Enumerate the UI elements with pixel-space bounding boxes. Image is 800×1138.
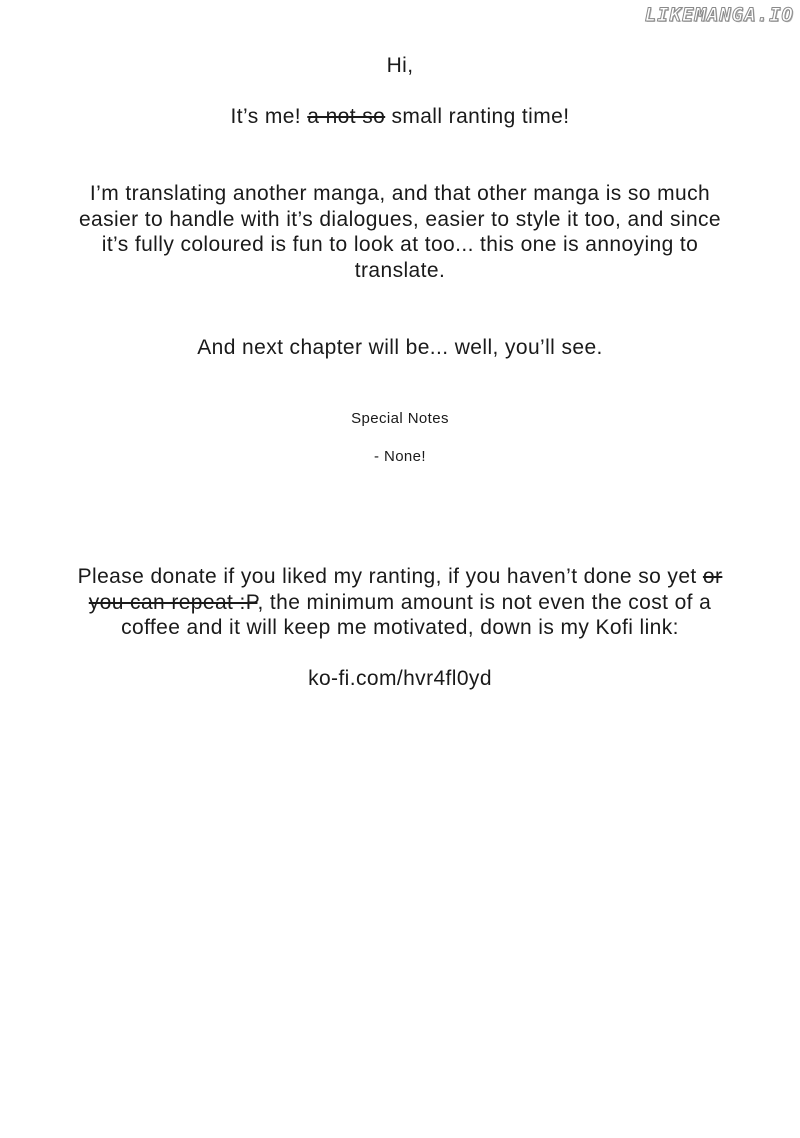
special-notes-heading: Special Notes (351, 410, 449, 427)
kofi-link[interactable]: ko-fi.com/hvr4fl0yd (308, 667, 492, 690)
donate-struck-repeat: you can repeat :P (88, 590, 258, 614)
intro-tail: small ranting time! (385, 105, 570, 128)
donate-line-2 (40, 590, 760, 616)
rant-line-1: I’m translating another manga, and that other manga is so much (89, 182, 711, 205)
intro-line (0, 104, 800, 130)
rant-line-3: it’s fully coloured is fun to look at too... this one is annoying to (101, 233, 699, 256)
intro-struck-text: a not so (307, 105, 386, 128)
site-watermark: LIKEMANGA.IO (644, 4, 794, 26)
donate-line-1-lead: Please donate if you liked my ranting, if you haven’t done so yet (77, 565, 703, 588)
greeting-text: Hi, (386, 54, 414, 77)
special-notes-item: - None! (374, 448, 426, 465)
rant-paragraph (0, 181, 800, 283)
next-chapter-text: And next chapter will be... well, you’ll see. (197, 336, 603, 359)
rant-line-2: easier to handle with it’s dialogues, easier to style it too, and since (78, 207, 722, 231)
donate-line-1 (40, 564, 760, 590)
donate-line-2-tail: , the minimum amount is not even the cost of a (257, 590, 712, 614)
donate-paragraph (0, 564, 800, 641)
donate-line-3: coffee and it will keep me motivated, down is my Kofi link: (121, 616, 679, 639)
donate-struck-or: or (702, 565, 723, 588)
rant-line-4: translate. (354, 258, 446, 282)
intro-lead: It’s me! (230, 105, 308, 128)
